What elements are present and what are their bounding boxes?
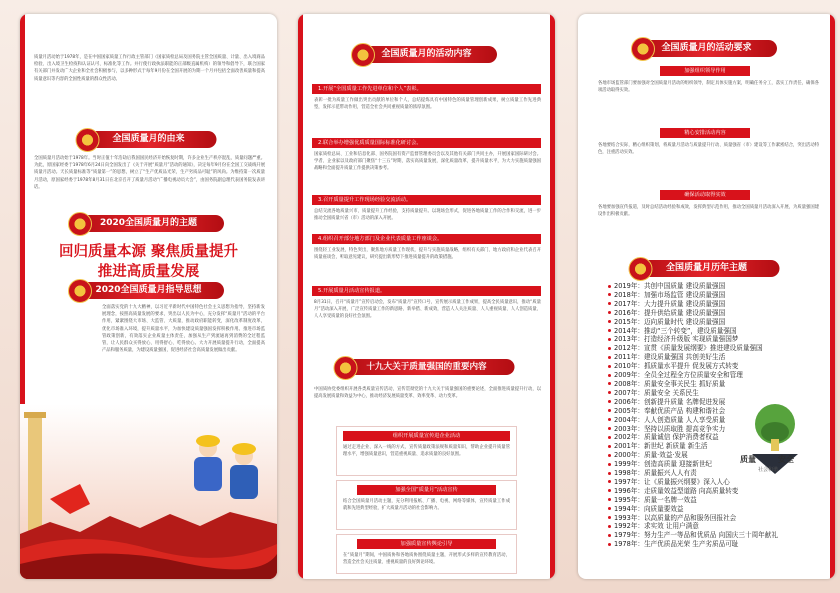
req-1-head: 加强组织领导作用: [660, 66, 750, 76]
emblem-icon: [68, 279, 92, 303]
timeline-text: 2013年：打造经济升级版 实现质量强国梦: [614, 335, 739, 344]
history-title-pill: [634, 260, 779, 277]
emblem-icon: [351, 43, 375, 67]
bullet-icon: [608, 347, 611, 350]
timeline-text: 2019年：共创中国质量 建设质量强国: [614, 282, 726, 290]
bullet-icon: [608, 454, 611, 457]
theme-title: 2020全国质量月的主题: [99, 218, 198, 228]
bullet-icon: [608, 400, 611, 403]
slogan-line-2: 推进高质量发展: [97, 264, 200, 280]
timeline-text: 1995年：质量一名牌一效益: [614, 495, 697, 504]
bullet-icon: [608, 445, 611, 448]
requirements-title: 全国质量月的活动要求: [661, 43, 752, 53]
history-title: 全国质量月历年主题: [665, 263, 747, 273]
bullet-icon: [608, 320, 611, 323]
card-1-text: 通过走进企业、深入一线的方式，宣传质量政策法规和质量知识，帮助企业提升质量管理水平，增强质量意识，营造重视质量、追求质量的良好氛围。: [343, 445, 510, 458]
item-5-text: 8月31日，召开“质量月”宣传启动会，发布“质量月”宣传口号，宣传展示质量工作成果，提高全民质量意识，推动“质量月”活动深入开展，广泛宣传质量工作的新思路、新举措、新成效，营造人人关注质量、人人重视质量、人人创造质量、人人享受质量的良好社会氛围。: [314, 300, 541, 320]
timeline-text: 2004年：人人创造质量 人人享受质量: [614, 415, 726, 424]
timeline-text: 1999年：创造高质量 迎接新世纪: [614, 460, 713, 469]
bullet-icon: [608, 436, 611, 439]
card-2: [336, 480, 517, 530]
requirements-title-pill: [637, 40, 777, 57]
activity-title: 全国质量月的活动内容: [381, 49, 472, 59]
card-1-head: 组织开展质量宣传进企业活动: [343, 431, 510, 441]
timeline-text: 2006年：创新提升质量 名牌促进发展: [614, 397, 726, 406]
timeline-text: 2009年：全员全过程全方位质量安全和管理: [614, 371, 743, 380]
middle-right-bar: [550, 14, 555, 579]
timeline-text: 1992年：求实效 让用户满意: [614, 522, 699, 531]
right-panel: [578, 14, 835, 579]
timeline-row: [608, 371, 788, 380]
timeline-row: [608, 380, 788, 389]
middle-left-bar: [298, 14, 303, 579]
bullet-icon: [608, 418, 611, 421]
timeline-text: 2002年：质量诚信 保护消费者权益: [614, 433, 719, 442]
req-3-text: 各地要加强宣传报道，及时总结活动经验和成效，发挥典型示范作用，推动全国质量月活动深入开展，为质量强国建设作出积极贡献。: [598, 205, 819, 218]
emblem-icon: [333, 356, 357, 380]
bullet-icon: [608, 302, 611, 305]
logo-subtext: 社会和谐: [758, 467, 779, 473]
item-5-head: 5.开展质量月活动宣传报道。: [312, 286, 541, 296]
card-2-text: 结合全国质量月活动主题，充分利用报纸、广播、电视、网络等媒体，宣传质量工作成就和先进典型经验，扩大质量月活动的社会影响力。: [343, 499, 510, 512]
timeline-row: [608, 505, 788, 514]
timeline-row: [608, 309, 788, 318]
timeline-text: 1978年：生产优质品光荣 生产劣质品可耻: [614, 540, 739, 549]
bullet-icon: [608, 329, 611, 332]
emblem-icon: [631, 37, 655, 61]
bullet-icon: [608, 374, 611, 377]
timeline-row: [608, 318, 788, 327]
guide-title: 2020全国质量月指导思想: [95, 285, 202, 295]
timeline-text: 2010年：抓质量水平提升 促发展方式转变: [614, 362, 739, 371]
guide-text: 全面落实党的十九大精神，以习近平新时代中国特色社会主义思想为指导，坚持新发展理念，按照高质量发展的要求，突出以人民为中心，充分发挥“质量月”活动的平台作用，紧紧围绕大市场、大监管、大质量，推动政府职能转变，深化改革制度改革，优化市场准入环境，提升质量水平，为加快建设质量强国发挥积极作用。推进市场监管政策创新，有效落实企业质量主体责任，加强从生产到流通再到消费的全过程监管，让人民群众买得放心、用得舒心、吃得放心。大力开展质量提升行动，全面提高产品和服务质量，为建设质量强国，促进经济社会高质量发展做出贡献。: [102, 305, 265, 354]
card-3-head: 加强质量宣传舆论引导: [357, 539, 496, 549]
origin-text: 全国质量月活动始于1978年。当时正值十年浩劫后我国国民经济开始恢复时期，许多企业生产秩序混乱，质量问题严重。为此，原国家经委于1978年6月24日向全国发出了《关于开展“质量月”活动的通知》，决定每年9月份在全国工交战线开展质量月活动。天长质量标准等“质量第一”的思想，树立了“生产优质品光荣，生产劣质品可耻”的风尚。为维持第一次质量月活动，原国家经委于1978年8月31日在北京召开了质量月活动“广播电视动员大会”，由国务院副总理代表国务院发表讲话。: [34, 156, 265, 190]
emblem-icon: [75, 128, 99, 152]
item-1-text: 表彰一批为质量工作做出突出贡献的单位和个人，总结提炼具有中国特色的质量管理创新成果，树立质量工作先进典型，发挥示范带动作用，营造全社会共同重视质量的浓厚氛围。: [314, 98, 541, 111]
timeline-row: [608, 496, 788, 505]
item-1-head: 1.开展“全国质量工作先进单位和个人”表彰。: [312, 84, 541, 94]
bullet-icon: [608, 480, 611, 483]
timeline-row: [608, 291, 788, 300]
timeline-text: 1997年：让《质量振兴纲要》深入人心: [614, 477, 730, 486]
item-4-text: 围绕轻工业发展，特色突出，聚焦地方质量工作现状，提升与实施质量战略，组织有关部门、地方政府和企业代表召开质量座谈会，听取意见建议，研究提出新形势下推进质量提升的政策措施。: [314, 248, 541, 261]
timeline-text: 2000年：质量·效益·发展: [614, 451, 688, 460]
item-3-text: 总结交流各地质量兴市、质量提升工作经验，支持质量提升。以现场会形式，促进各地质量工作的合作和交流，进一步推动全国质量兴省（市）活动的深入开展。: [314, 209, 541, 222]
timeline-row: [608, 335, 788, 344]
left-panel: [20, 14, 277, 579]
item-4-head: 4.组织召开部分地方部门及企业代表质量工作座谈会。: [312, 234, 541, 244]
timeline-row: [608, 531, 788, 540]
bullet-icon: [608, 507, 611, 510]
theme-title-pill: [74, 215, 224, 232]
item-3-head: 3.召开质量提升工作现场经验交流活动。: [312, 195, 541, 205]
timeline-row: [608, 540, 788, 549]
bullet-icon: [608, 463, 611, 466]
timeline-text: 2005年：奉献优质产品 构建和谐社会: [614, 406, 726, 415]
timeline-text: 1998年：质量振兴人人有责: [614, 469, 697, 478]
emblem-icon: [628, 257, 652, 281]
timeline-row: [608, 353, 788, 362]
req-1-text: 各地市场监管部门要加强对全国质量月活动的组织领导，制定具体实施方案，明确任务分工，落实工作责任，确保各项活动取得实效。: [598, 81, 819, 94]
timeline-text: 2011年：建设质量强国 共创美好生活: [614, 353, 726, 362]
guide-title-pill: [74, 282, 224, 299]
logo-text-2: 安全: [778, 455, 794, 464]
timeline-text: 2003年：坚持以质取胜 提高竞争实力: [614, 424, 726, 433]
timeline-text: 2016年：提升供给质量 建设质量强国: [614, 308, 726, 317]
timeline-text: 2018年：加强市场监管 建设质量强国: [614, 290, 726, 299]
origin-title: 全国质量月的由来: [112, 134, 185, 144]
bullet-icon: [608, 365, 611, 368]
timeline-text: 2015年：迈向质量时代 建设质量强国: [614, 317, 726, 326]
timeline-text: 2014年：推动“三个转变”，建设质量强国: [614, 326, 737, 335]
req-3-head: 确保活动取得实效: [660, 190, 750, 200]
intro-text: 质量月活动始于1978年，是在中国国家质量工作行政主管部门（国家质检总局及国务院主管全国质量、计量、出入境商品检验、出入境卫生检疫和认证认可、标准化等工作。并行使行政执法职能的正部级直属机构）的领导和倡导下，联合国家有关部门并发动广大企业和全社会积极参与，以多种形式于每年9月份在全国开展的为期一个月并包括全面改善质量和提高质量意识等内容的全国性质量的群众性活动。: [34, 55, 265, 82]
report-text: 中国质协党委组织开展各类质量宣传活动，宣传贯彻党的十九大关于质量强国的重要论述，全面推进质量提升行动，以提高发展质量和效益为中心，推动经济发展质量变革、效率变革、动力变革。: [314, 387, 541, 400]
timeline-text: 1993年：以高质量的产品和服务回报社会: [614, 513, 737, 522]
bullet-icon: [608, 489, 611, 492]
bullet-icon: [608, 356, 611, 359]
great-wall-illustration: [20, 404, 277, 579]
bullet-icon: [608, 382, 611, 385]
bullet-icon: [608, 543, 611, 546]
timeline-text: 2012年：宣贯《质量发展纲要》推进建设质量强国: [614, 344, 763, 353]
card-2-head: 加强全国“质量月”活动宣传: [357, 485, 496, 495]
timeline-text: 2017年：大力提升质量 建设质量强国: [614, 299, 726, 308]
bullet-icon: [608, 472, 611, 475]
emblem-icon: [68, 212, 92, 236]
timeline-text: 2007年：质量安全 关系民生: [614, 388, 699, 397]
req-2-head: 精心安排活动内容: [660, 128, 750, 138]
right-red-bar: [830, 14, 835, 579]
timeline-text: 2008年：质量安全事关民生 抓好质量: [614, 379, 726, 388]
card-1: [336, 426, 517, 476]
bullet-icon: [608, 293, 611, 296]
origin-title-pill: [81, 131, 216, 148]
item-2-head: 2.联合举办增强优质质量国际标准化研讨会。: [312, 138, 541, 148]
item-2-text: 国家质检总局、工业和信息化部、国务院国有资产监督管理委员会以及其他有关部门共同主办，开展国家国际研讨会。学者、企业家以及政府部门聚焦“十三五”时期，落实高质量发展，深化质量改革，提升质量水平，为大力实施质量强国战略和全面提升质量工作提供决策参考。: [314, 152, 541, 172]
bullet-icon: [608, 498, 611, 501]
timeline-text: 1996年：走质量效益型道路 向高质量转变: [614, 486, 739, 495]
bullet-icon: [608, 534, 611, 537]
card-3: [336, 534, 517, 574]
bullet-icon: [608, 409, 611, 412]
slogan-line-1: 回归质量本源 聚焦质量提升: [58, 244, 239, 260]
report-title-pill: [339, 359, 514, 375]
req-2-text: 各地要结合实际，精心组织策划，将质量月活动与质量提升行动、质量强省（市）建设等工作紧密结合，突出活动特色，注重活动实效。: [598, 143, 819, 156]
bullet-icon: [608, 525, 611, 528]
middle-panel: [298, 14, 555, 579]
bullet-icon: [608, 338, 611, 341]
timeline-text: 1979年：努力生产一等品和优质品 向国庆三十周年献礼: [614, 531, 778, 540]
bullet-icon: [608, 427, 611, 430]
timeline-row: [608, 487, 788, 496]
card-3-text: 在“质量月”期间，中国质协和各地质协围绕质量主题，开展形式多样的宣传教育活动，营造全社会关注质量、重视质量的良好舆论环境。: [343, 553, 510, 566]
bullet-icon: [608, 285, 611, 288]
timeline-row: [608, 362, 788, 371]
timeline-row: [608, 344, 788, 353]
bullet-icon: [608, 391, 611, 394]
report-title: 十九大关于质量强国的重要内容: [366, 362, 487, 372]
timeline-row: [608, 282, 788, 291]
timeline-text: 2001年：新世纪 新质量 新生活: [614, 442, 708, 451]
timeline-row: [608, 300, 788, 309]
decorative-scene: [20, 404, 277, 579]
logo-text-1: 质量: [740, 455, 756, 464]
timeline-text: 1994年：向质量要效益: [614, 504, 684, 513]
activity-title-pill: [357, 46, 497, 63]
bullet-icon: [608, 311, 611, 314]
bullet-icon: [608, 516, 611, 519]
